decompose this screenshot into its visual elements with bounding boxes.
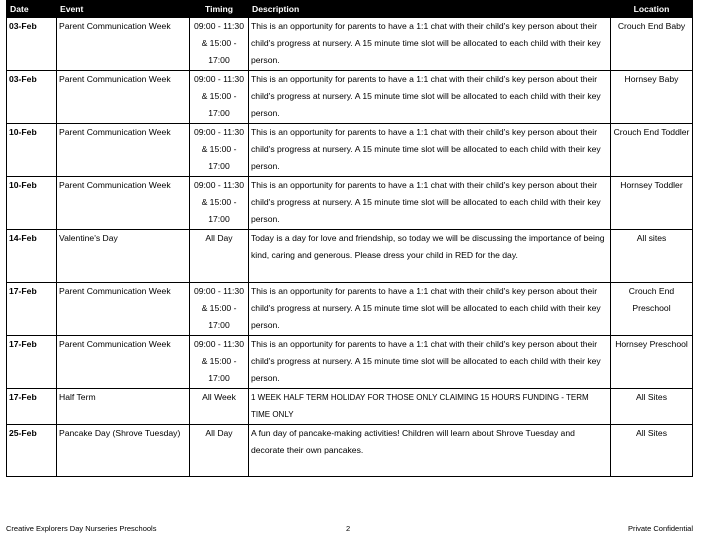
row-description: This is an opportunity for parents to have a 1:1 chat with their child's key person about their child's progress at nursery. A 15 minute time slot will be allocated to each child with their key person. [249,336,611,389]
row-date: 03-Feb [7,18,57,71]
row-timing: All Day [190,425,249,477]
row-description: A fun day of pancake-making activities! Children will learn about Shrove Tuesday and decorate their own pancakes. [249,425,611,477]
footer-company: Creative Explorers Day Nurseries Preschools [6,524,157,533]
row-location: All Sites [611,425,693,477]
row-event: Parent Communication Week [57,71,190,124]
header-timing: Timing [190,0,249,18]
row-date: 10-Feb [7,124,57,177]
row-location: Crouch End Preschool [611,283,693,336]
row-event: Pancake Day (Shrove Tuesday) [57,425,190,477]
row-location: Hornsey Toddler [611,177,693,230]
row-timing: 09:00 - 11:30 & 15:00 - 17:00 [190,283,249,336]
header-event: Event [57,0,190,18]
row-timing: 09:00 - 11:30 & 15:00 - 17:00 [190,18,249,71]
table-row [7,425,693,477]
row-date: 17-Feb [7,283,57,336]
row-date: 17-Feb [7,336,57,389]
row-description: This is an opportunity for parents to have a 1:1 chat with their child's key person about their child's progress at nursery. A 15 minute time slot will be allocated to each child with their key person. [249,18,611,71]
row-event: Half Term [57,389,190,425]
row-timing: 09:00 - 11:30 & 15:00 - 17:00 [190,124,249,177]
table-row [7,71,693,124]
row-timing: All Week [190,389,249,425]
row-description: 1 WEEK HALF TERM HOLIDAY FOR THOSE ONLY CLAIMING 15 HOURS FUNDING - TERM TIME ONLY [249,389,611,425]
row-location: All sites [611,230,693,283]
table-row [7,177,693,230]
row-timing: 09:00 - 11:30 & 15:00 - 17:00 [190,336,249,389]
row-event: Parent Communication Week [57,124,190,177]
table-row [7,389,693,425]
row-date: 10-Feb [7,177,57,230]
table-row [7,283,693,336]
row-event: Valentine's Day [57,230,190,283]
row-location: Hornsey Baby [611,71,693,124]
row-description: This is an opportunity for parents to have a 1:1 chat with their child's key person about their child's progress at nursery. A 15 minute time slot will be allocated to each child with their key person. [249,177,611,230]
row-description: This is an opportunity for parents to have a 1:1 chat with their child's key person about their child's progress at nursery. A 15 minute time slot will be allocated to each child with their key person. [249,71,611,124]
row-location: Hornsey Preschool [611,336,693,389]
row-location: All Sites [611,389,693,425]
row-location: Crouch End Toddler [611,124,693,177]
header-description: Description [249,0,611,18]
events-table [6,0,693,477]
row-date: 17-Feb [7,389,57,425]
row-location: Crouch End Baby [611,18,693,71]
row-description: Today is a day for love and friendship, so today we will be discussing the importance of being kind, caring and generous. Please dress your child in RED for the day. [249,230,611,283]
table-row [7,230,693,283]
header-date: Date [7,0,57,18]
row-date: 25-Feb [7,425,57,477]
row-description: This is an opportunity for parents to have a 1:1 chat with their child's key person about their child's progress at nursery. A 15 minute time slot will be allocated to each child with their key person. [249,124,611,177]
header-location: Location [611,0,693,18]
row-event: Parent Communication Week [57,177,190,230]
row-event: Parent Communication Week [57,336,190,389]
table-row [7,18,693,71]
row-timing: 09:00 - 11:30 & 15:00 - 17:00 [190,71,249,124]
table-header-row [7,0,693,18]
footer-confidential: Private Confidential [627,524,693,533]
row-event: Parent Communication Week [57,283,190,336]
footer-page-number: 2 [346,524,351,533]
row-description: This is an opportunity for parents to have a 1:1 chat with their child's key person about their child's progress at nursery. A 15 minute time slot will be allocated to each child with their key person. [249,283,611,336]
table-row [7,336,693,389]
row-timing: All Day [190,230,249,283]
row-event: Parent Communication Week [57,18,190,71]
table-row [7,124,693,177]
row-timing: 09:00 - 11:30 & 15:00 - 17:00 [190,177,249,230]
row-date: 03-Feb [7,71,57,124]
row-date: 14-Feb [7,230,57,283]
